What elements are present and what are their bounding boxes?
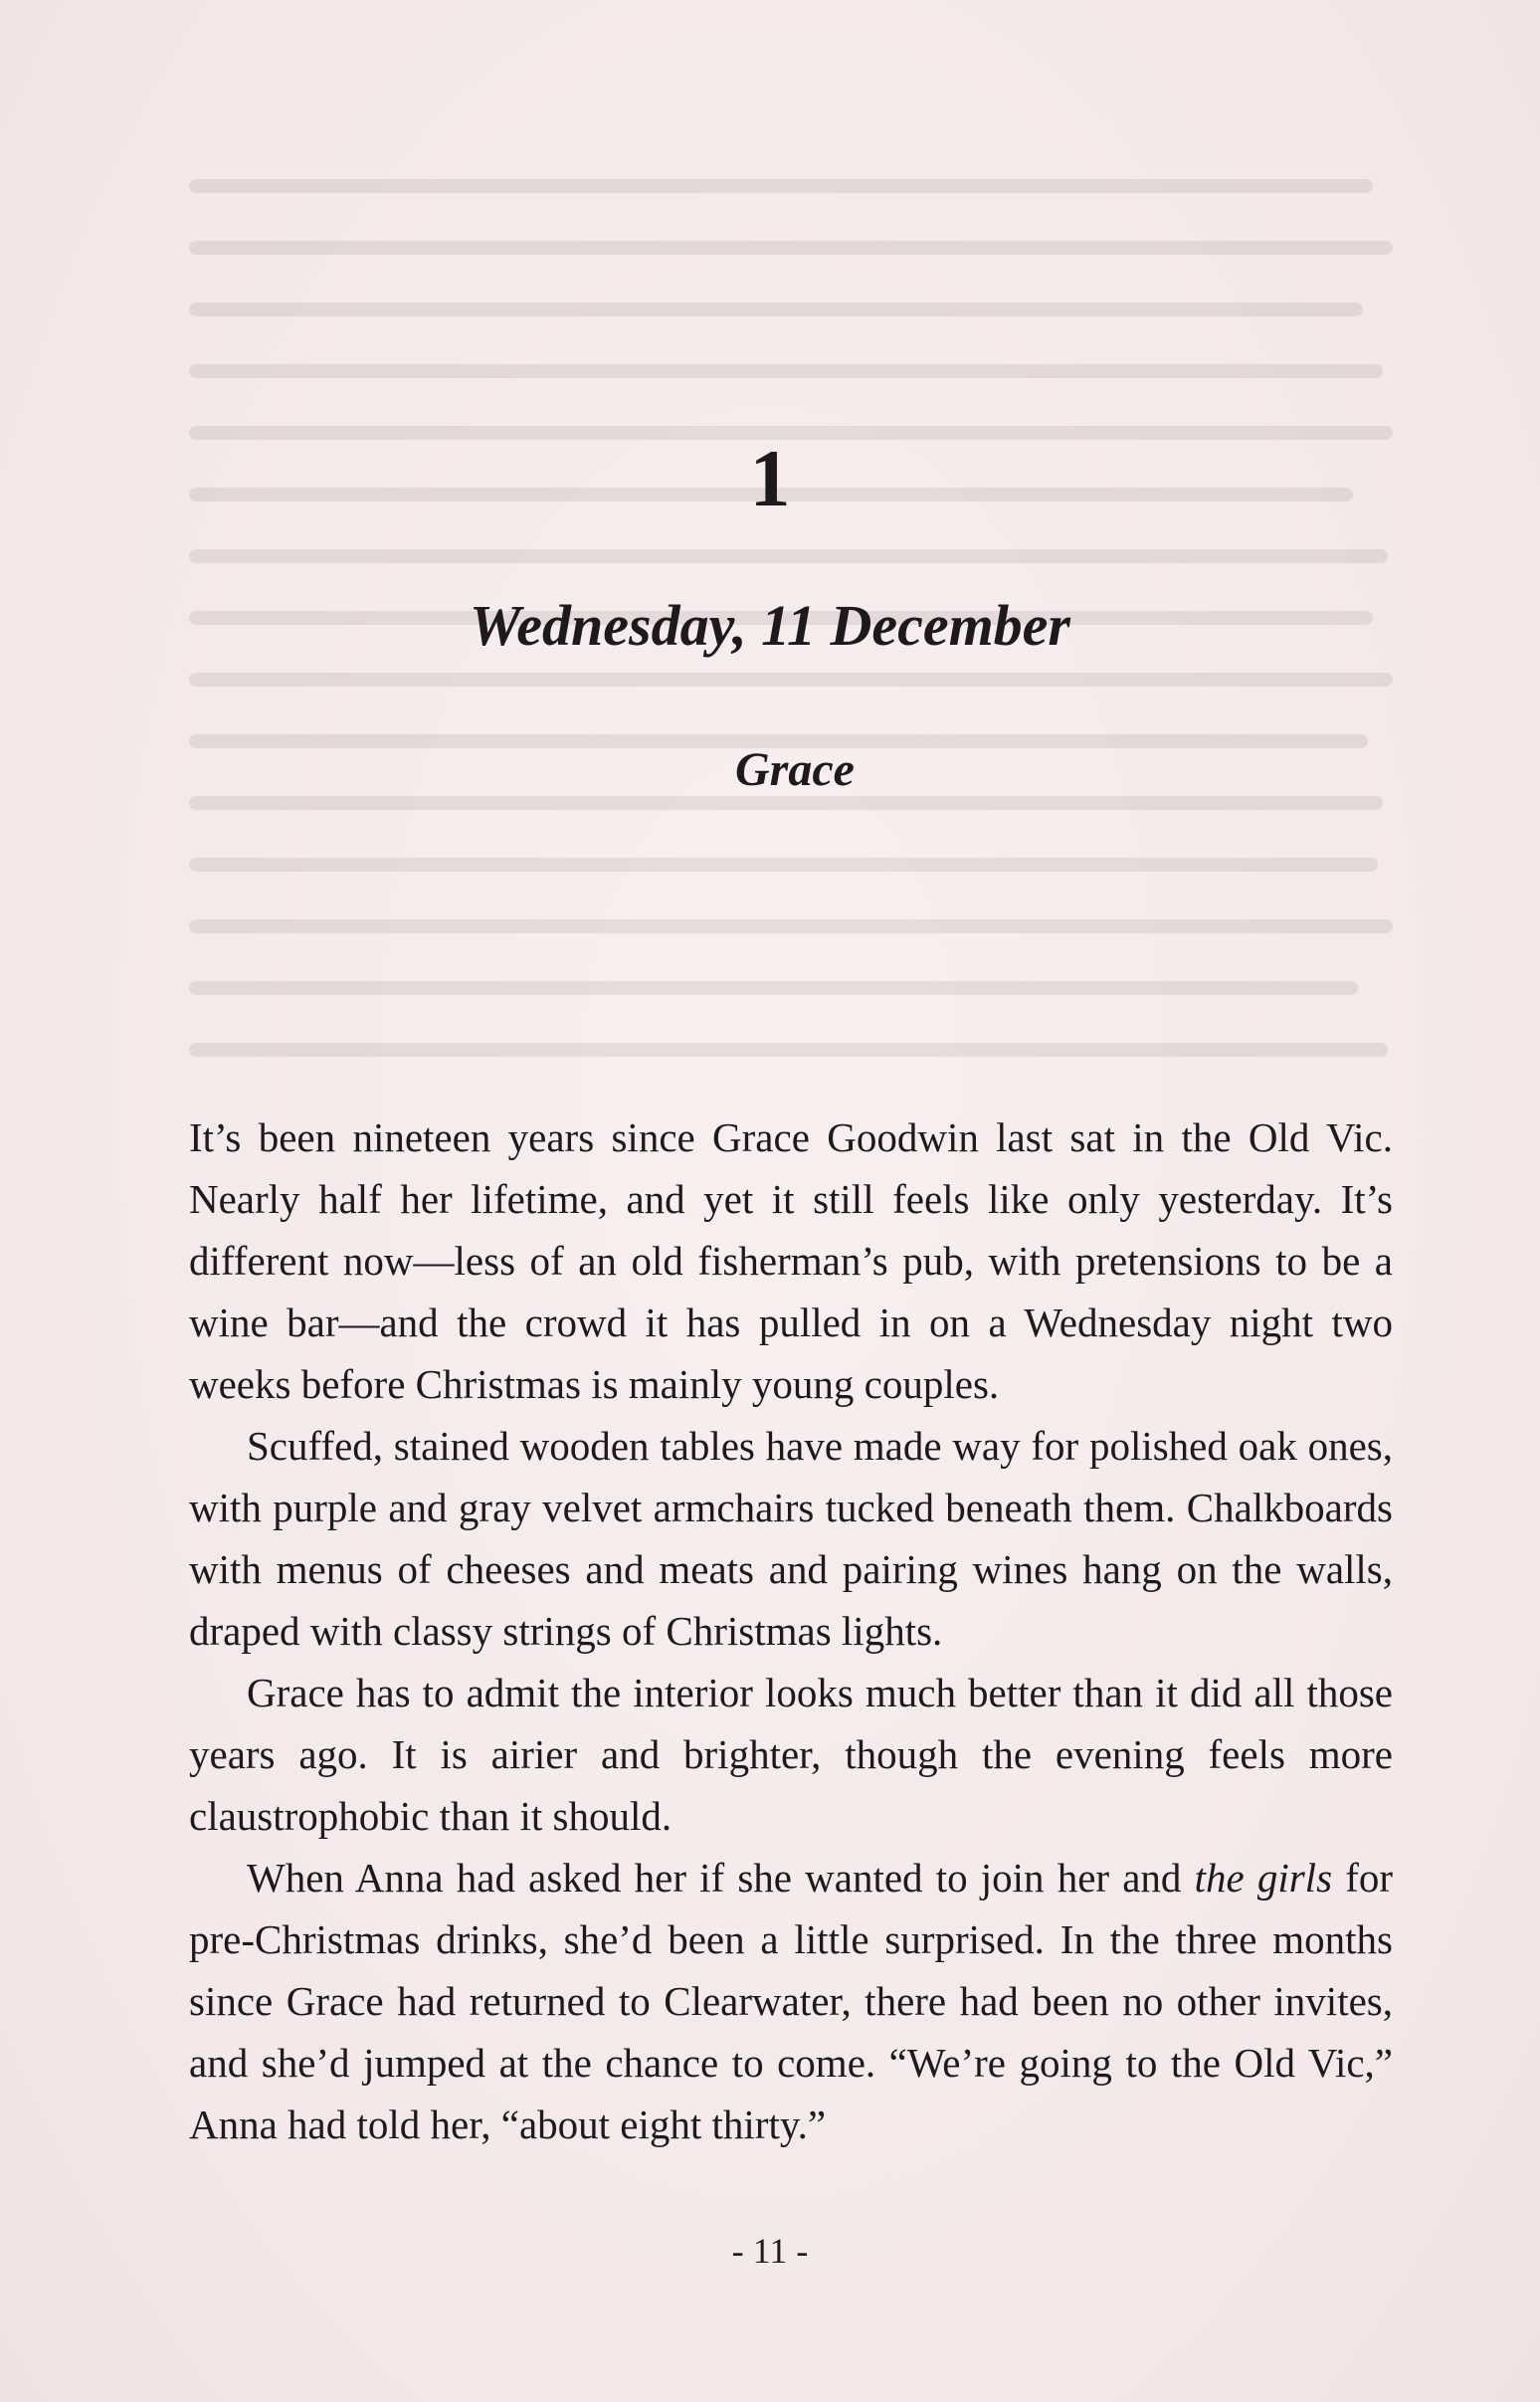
italic-emphasis: the girls [1194, 1855, 1333, 1901]
paragraph: Grace has to admit the interior looks much better than it did all those years ago. It is airier and brighter, though the evening feels more claustrophobic than it should. [189, 1670, 1393, 1839]
paragraph [189, 1847, 1393, 2155]
chapter-number: 1 [749, 433, 791, 523]
page-number: - 11 - [731, 2231, 809, 2271]
paragraph: Scuffed, stained wooden tables have made way for polished oak ones, with purple and gray velvet armchairs tucked beneath them. Chalkboards with menus of cheeses and meats and pairing wines hang on the walls, draped with classy strings of Christmas lights. [189, 1423, 1393, 1654]
chapter-body [189, 1106, 1393, 2155]
narrator-name: Grace [735, 743, 855, 796]
paragraph-text: When Anna had asked her if she wanted to join her and [247, 1855, 1195, 1901]
chapter-date-heading: Wednesday, 11 December [469, 593, 1070, 658]
paragraph: It’s been nineteen years since Grace Goodwin last sat in the Old Vic. Nearly half her lifetime, and yet it still feels like only yesterday. It’s different now—less of an old fisherman’s pub, with pretensions to be a wine bar—and the crowd it has pulled in on a Wednesday night two weeks before Christmas is mainly young couples. [189, 1114, 1393, 1407]
paragraph-text: for pre-Christmas drinks, she’d been a little surprised. In the three months since Grace had returned to Clearwater, there had been no other invites, and she’d jumped at the chance to come. “We’re going to the Old Vic,” Anna had told her, “about eight thirty.” [189, 1855, 1393, 2147]
